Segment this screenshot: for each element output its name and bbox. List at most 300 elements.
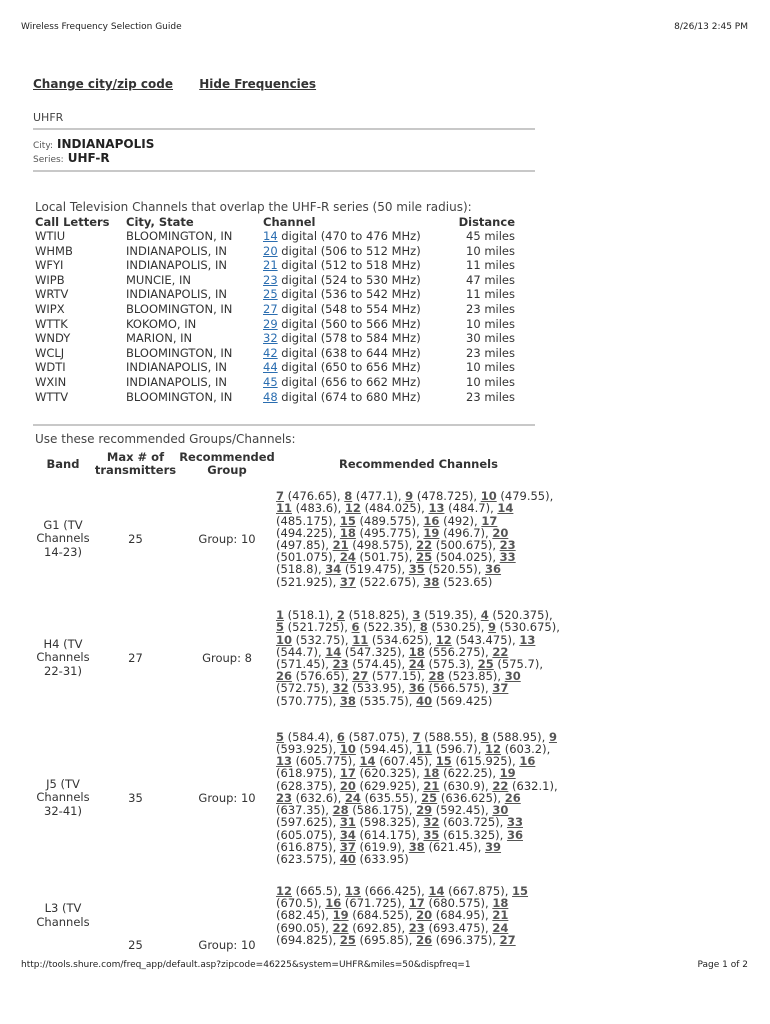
channel-number-link[interactable]: 24 [408, 657, 425, 671]
station-row [35, 331, 515, 346]
channel-range: digital (656 to 662 MHz) [277, 374, 421, 389]
station-row [35, 258, 515, 273]
channel-number-link[interactable]: 18 [423, 766, 440, 781]
channel-number-link[interactable]: 20 [339, 778, 356, 793]
station-row [35, 244, 515, 259]
city-value: INDIANAPOLIS [57, 137, 155, 151]
channel-link[interactable]: 48 [263, 389, 278, 404]
col-max-line1: Max # of [106, 450, 165, 464]
channel-number-link[interactable]: 27 [352, 669, 369, 684]
channel-number-link[interactable]: 37 [339, 839, 356, 854]
channel-frequency: 588.55 [428, 729, 469, 744]
channel-number-link[interactable]: 33 [499, 550, 516, 565]
group-channel-list: 1 (518.1), 2 (518.825), 3 (519.35), 4 (520.375), 5 (521.725), 6 (522.35), 8 (530.25), 9 (530.675), 10 (532.75), 11 (534.625), 12 (543.475), 13 (544.7), 14 (547.325), 18 (556.275), 22 (571.45), 23 (574.45), 24 (575.3), 25 (575.7), 26 (576.65), 27 (577.15), 28 (523.85), 30 (572.75), 32 (533.95), 36 (566.575), 37 (570.775), 38 (535.75), 40 (569.425) [276, 608, 560, 708]
channel-frequency: 671.725 [349, 896, 397, 911]
channel-number-link[interactable]: 20 [492, 525, 509, 540]
station-city: BLOOMINGTON, IN [126, 301, 233, 316]
channel-number-link[interactable]: 13 [428, 501, 445, 516]
channel-range: digital (578 to 584 MHz) [277, 331, 421, 346]
station-channel [263, 346, 423, 361]
channel-number-link[interactable]: 32 [423, 815, 440, 830]
channel-frequency: 628.375 [280, 778, 329, 793]
channel-number-link[interactable]: 36 [485, 562, 502, 577]
station-distance: 30 miles [466, 331, 515, 346]
group-row [33, 599, 561, 717]
channel-frequency: 670.5 [280, 896, 314, 911]
channel-frequency: 666.425 [369, 884, 417, 898]
channel-number-link[interactable]: 38 [423, 574, 440, 589]
station-channel [263, 390, 423, 405]
channel-frequency: 605.775 [300, 754, 348, 769]
channel-frequency: 532.75 [300, 632, 341, 647]
col-band: Band [46, 456, 80, 471]
channel-frequency: 518.8 [280, 562, 314, 577]
station-call: WRTV [35, 287, 69, 302]
channel-frequency: 598.325 [364, 815, 412, 830]
series-row [33, 151, 110, 165]
groups-table [33, 449, 561, 952]
channel-number-link[interactable]: 22 [416, 538, 433, 552]
channel-number-link[interactable]: 7 [412, 729, 421, 744]
channel-number-link[interactable]: 18 [408, 644, 425, 659]
channel-number-link[interactable]: 38 [339, 693, 356, 708]
channel-number-link[interactable]: 21 [492, 908, 509, 923]
city-label: City: [33, 141, 54, 151]
channel-range: digital (506 to 512 MHz) [277, 243, 421, 258]
channel-number-link[interactable]: 10 [480, 489, 497, 504]
channel-number-link[interactable]: 9 [405, 489, 414, 504]
channel-number-link[interactable]: 18 [492, 896, 509, 911]
channel-frequency: 501.075 [280, 550, 329, 565]
station-distance: 11 miles [466, 258, 515, 273]
group-max-transmitters: 27 [128, 651, 143, 665]
station-row [35, 287, 515, 302]
channel-number-link[interactable]: 10 [276, 632, 293, 647]
band-line: 14-23) [44, 544, 82, 559]
station-distance: 10 miles [466, 360, 515, 375]
station-call: WFYI [35, 258, 64, 273]
channel-frequency: 533.95 [356, 681, 397, 696]
stations-title: Local Television Channels that overlap the UHF-R series (50 mile radius): [35, 200, 472, 214]
channel-link[interactable]: 21 [263, 258, 278, 273]
station-call: WNDY [35, 331, 71, 346]
col-group-line2: Group [207, 463, 247, 477]
channel-link[interactable]: 27 [263, 301, 278, 316]
channel-frequency: 497.85 [280, 538, 321, 552]
group-band [33, 599, 93, 717]
channel-frequency: 544.7 [280, 644, 314, 659]
channel-number-link[interactable]: 21 [332, 538, 349, 552]
station-distance: 23 miles [466, 345, 515, 360]
channel-frequency: 635.55 [369, 790, 410, 805]
channel-link[interactable]: 32 [263, 331, 278, 346]
channel-number-link[interactable]: 17 [339, 766, 356, 781]
channel-frequency: 594.45 [364, 742, 405, 757]
channel-frequency: 684.525 [356, 908, 405, 923]
station-distance: 10 miles [466, 243, 515, 258]
channel-frequency: 629.925 [364, 778, 412, 793]
channel-number-link[interactable]: 25 [477, 657, 494, 671]
station-city: INDIANAPOLIS, IN [126, 258, 227, 273]
channel-number-link[interactable]: 30 [504, 669, 521, 684]
channel-frequency: 494.225 [280, 525, 329, 540]
channel-number-link[interactable]: 11 [276, 501, 293, 516]
channel-frequency: 572.75 [280, 681, 321, 696]
group-max-transmitters: 25 [128, 532, 143, 546]
channel-frequency: 692.85 [356, 920, 397, 935]
channel-frequency: 637.35 [280, 803, 321, 818]
channel-frequency: 665.5 [300, 884, 334, 898]
channel-number-link[interactable]: 17 [481, 513, 498, 528]
channel-number-link[interactable]: 29 [416, 803, 433, 818]
channel-number-link[interactable]: 20 [416, 908, 433, 923]
channel-number-link[interactable]: 16 [423, 513, 440, 528]
channel-number-link[interactable]: 38 [408, 839, 425, 854]
channel-number-link[interactable]: 25 [416, 550, 433, 565]
channel-number-link[interactable]: 23 [276, 790, 293, 805]
station-city: INDIANAPOLIS, IN [126, 374, 227, 389]
channel-number-link[interactable]: 7 [276, 489, 285, 504]
channel-frequency: 603.725 [447, 815, 496, 830]
groups-header-row [33, 449, 561, 479]
channel-number-link[interactable]: 15 [435, 754, 452, 769]
print-footer-page: Page 1 of 2 [697, 960, 748, 970]
channel-number-link[interactable]: 26 [416, 932, 433, 947]
channel-frequency: 588.95 [496, 729, 538, 744]
channel-frequency: 682.45 [280, 908, 321, 923]
station-call: WHMB [35, 243, 73, 258]
channel-frequency: 518.825 [353, 608, 401, 623]
recommended-title: Use these recommended Groups/Channels: [35, 432, 296, 446]
channel-number-link[interactable]: 40 [339, 851, 356, 866]
channel-frequency: 477.1 [360, 489, 394, 504]
channel-frequency: 571.45 [280, 657, 321, 671]
channel-frequency: 614.175 [364, 827, 412, 842]
channel-frequency: 636.625 [445, 790, 493, 805]
col-group-line1: Recommended [179, 450, 275, 464]
channel-frequency: 575.7 [501, 657, 535, 671]
channel-frequency: 620.325 [364, 766, 412, 781]
band-line: Channels [36, 790, 90, 805]
station-row [35, 302, 515, 317]
channel-link[interactable]: 20 [263, 243, 278, 258]
channel-number-link[interactable]: 4 [480, 608, 489, 623]
channel-frequency: 586.175 [356, 803, 405, 818]
channel-frequency: 530.25 [435, 620, 477, 635]
city-row [33, 137, 154, 151]
channel-number-link[interactable]: 22 [332, 920, 349, 935]
group-channel-list: 7 (476.65), 8 (477.1), 9 (478.725), 10 (479.55), 11 (483.6), 12 (484.025), 13 (484.7), 14 (485.175), 15 (489.575), 16 (492), 17 (494.225), 18 (495.775), 19 (496.7), 20 (497.85), 21 (498.575), 22 (500.675), 23 (501.075), 24 (501.75), 25 (504.025), 33 (518.8), 34 (519.475), 35 (520.55), 36 (521.925), 37 (522.675), 38 (523.65) [276, 489, 554, 589]
channel-number-link[interactable]: 1 [276, 608, 285, 623]
channel-frequency: 616.875 [280, 839, 329, 854]
channel-frequency: 593.925 [280, 742, 329, 757]
channel-number-link[interactable]: 15 [512, 884, 529, 898]
channel-number-link[interactable]: 8 [419, 620, 428, 635]
channel-number-link[interactable]: 33 [506, 815, 523, 830]
channel-number-link[interactable]: 17 [408, 896, 425, 911]
station-call: WIPB [35, 272, 65, 287]
station-call: WTIU [35, 229, 66, 243]
channel-frequency: 603.2 [509, 742, 543, 757]
station-channel [263, 244, 423, 259]
channel-number-link[interactable]: 26 [276, 669, 293, 684]
channel-number-link[interactable]: 25 [421, 790, 438, 805]
col-channel: Channel [263, 214, 316, 229]
print-header-datetime: 8/26/13 2:45 PM [674, 22, 748, 32]
station-call: WIPX [35, 301, 65, 316]
channel-number-link[interactable]: 8 [480, 729, 489, 744]
group-row [33, 717, 561, 879]
channel-frequency: 584.4 [292, 729, 326, 744]
channel-link[interactable]: 42 [263, 345, 278, 360]
channel-frequency: 496.7 [447, 525, 481, 540]
channel-frequency: 576.65 [300, 669, 341, 684]
channel-frequency: 504.025 [440, 550, 488, 565]
station-distance: 23 miles [466, 301, 515, 316]
band-line: G1 (TV [43, 517, 83, 532]
channel-number-link[interactable]: 31 [339, 815, 356, 830]
channel-number-link[interactable]: 14 [325, 644, 342, 659]
channel-number-link[interactable]: 13 [276, 754, 293, 769]
channel-number-link[interactable]: 16 [519, 754, 536, 769]
band-line: 32-41) [44, 803, 82, 818]
change-city-link[interactable]: Change city/zip code [33, 77, 174, 91]
channel-number-link[interactable]: 22 [492, 778, 509, 793]
channel-number-link[interactable]: 12 [435, 632, 452, 647]
channel-frequency: 630.9 [447, 778, 481, 793]
channel-number-link[interactable]: 28 [332, 803, 349, 818]
channel-frequency: 574.45 [356, 657, 397, 671]
station-row [35, 360, 515, 375]
channel-number-link[interactable]: 24 [339, 550, 356, 565]
channel-frequency: 521.725 [292, 620, 340, 635]
channel-frequency: 522.35 [367, 620, 408, 635]
channel-number-link[interactable]: 5 [276, 620, 285, 635]
divider [33, 170, 535, 172]
channel-frequency: 619.9 [364, 839, 397, 854]
channel-frequency: 605.075 [280, 827, 329, 842]
station-distance: 10 miles [466, 374, 515, 389]
group-number: Group: 10 [198, 532, 256, 546]
channel-number-link[interactable]: 36 [408, 681, 425, 696]
band-line: 22-31) [44, 663, 82, 678]
channel-range: digital (524 to 530 MHz) [277, 272, 421, 287]
channel-number-link[interactable]: 19 [332, 908, 349, 923]
channel-frequency: 484.7 [452, 501, 486, 516]
channel-number-link[interactable]: 13 [344, 884, 361, 898]
channel-range: digital (512 to 518 MHz) [277, 258, 421, 273]
channel-frequency: 518.1 [292, 608, 326, 623]
channel-number-link[interactable]: 24 [344, 790, 361, 805]
channel-number-link[interactable]: 13 [519, 632, 536, 647]
channel-frequency: 615.925 [459, 754, 508, 769]
col-distance: Distance [458, 214, 515, 229]
channel-number-link[interactable]: 26 [504, 790, 521, 805]
channel-link[interactable]: 14 [263, 229, 278, 243]
channel-number-link[interactable]: 11 [416, 742, 433, 757]
station-distance: 47 miles [466, 272, 515, 287]
station-call: WTTK [35, 316, 68, 331]
station-channel [263, 287, 423, 302]
channel-number-link[interactable]: 12 [276, 884, 293, 898]
channel-frequency: 520.375 [496, 608, 545, 623]
station-city: KOKOMO, IN [126, 316, 197, 331]
channel-number-link[interactable]: 6 [336, 729, 345, 744]
channel-range: digital (536 to 542 MHz) [277, 287, 421, 302]
group-row [33, 879, 561, 952]
channel-frequency: 592.45 [440, 803, 481, 818]
nav-links [33, 77, 338, 91]
group-number: Group: 10 [198, 791, 256, 805]
col-max-line2: transmitters [94, 463, 177, 477]
channel-number-link[interactable]: 21 [423, 778, 440, 793]
section-label: UHFR [33, 111, 64, 124]
station-city: MUNCIE, IN [126, 272, 191, 287]
channel-number-link[interactable]: 27 [499, 932, 516, 947]
channel-frequency: 478.725 [421, 489, 469, 504]
channel-frequency: 607.45 [383, 754, 424, 769]
channel-number-link[interactable]: 25 [339, 932, 356, 947]
channel-number-link[interactable]: 12 [485, 742, 502, 757]
channel-number-link[interactable]: 18 [339, 525, 356, 540]
channel-number-link[interactable]: 30 [492, 803, 509, 818]
channel-frequency: 535.75 [364, 693, 405, 708]
divider [33, 128, 535, 130]
band-line: Channels [36, 650, 90, 665]
channel-number-link[interactable]: 15 [339, 513, 356, 528]
channel-number-link[interactable]: 2 [336, 608, 345, 623]
channel-frequency: 680.575 [432, 896, 481, 911]
band-line: Channels [36, 914, 90, 929]
channel-number-link[interactable]: 36 [506, 827, 523, 842]
station-row [35, 390, 515, 405]
channel-frequency: 575.3 [432, 657, 466, 671]
channel-number-link[interactable]: 12 [344, 501, 361, 516]
channel-frequency: 596.7 [440, 742, 474, 757]
group-channel-list: 12 (665.5), 13 (666.425), 14 (667.875), 15 (670.5), 16 (671.725), 17 (680.575), 18 (682.45), 19 (684.525), 20 (684.95), 21 (690.05), 22 (692.85), 23 (693.475), 24 (694.825), 25 (695.85), 26 (696.375), 27 [276, 884, 529, 947]
channel-frequency: 522.675 [364, 574, 412, 589]
channel-frequency: 618.975 [280, 766, 329, 781]
channel-frequency: 523.65 [447, 574, 488, 589]
channel-number-link[interactable]: 22 [492, 644, 509, 659]
channel-number-link[interactable]: 9 [548, 729, 557, 744]
channel-number-link[interactable]: 16 [325, 896, 342, 911]
channel-link[interactable]: 23 [263, 272, 278, 287]
channel-frequency: 622.25 [447, 766, 488, 781]
station-row [35, 229, 515, 244]
station-call: WXIN [35, 374, 67, 389]
channel-number-link[interactable]: 24 [492, 920, 509, 935]
channel-range: digital (674 to 680 MHz) [277, 389, 421, 404]
station-distance: 45 miles [466, 229, 515, 243]
channel-number-link[interactable]: 11 [352, 632, 369, 647]
station-call: WDTI [35, 360, 66, 375]
channel-range: digital (548 to 554 MHz) [277, 301, 421, 316]
band-line: J5 (TV [46, 776, 80, 791]
channel-frequency: 485.175 [280, 513, 329, 528]
group-max-transmitters: 25 [128, 938, 143, 953]
channel-number-link[interactable]: 23 [408, 920, 425, 935]
channel-frequency: 547.325 [349, 644, 397, 659]
group-row [33, 479, 561, 599]
channel-link[interactable]: 44 [263, 360, 278, 375]
station-city: MARION, IN [126, 331, 193, 346]
station-channel [263, 258, 423, 273]
channel-number-link[interactable]: 10 [339, 742, 356, 757]
channel-number-link[interactable]: 8 [344, 489, 353, 504]
channel-number-link[interactable]: 28 [428, 669, 445, 684]
channel-frequency: 696.375 [440, 932, 488, 947]
channel-number-link[interactable]: 9 [488, 620, 497, 635]
channel-number-link[interactable]: 34 [325, 562, 342, 577]
channel-frequency: 690.05 [280, 920, 321, 935]
channel-number-link[interactable]: 19 [423, 525, 440, 540]
channel-frequency: 597.625 [280, 815, 329, 830]
channel-number-link[interactable]: 35 [423, 827, 440, 842]
channel-number-link[interactable]: 14 [497, 501, 514, 516]
print-footer-url: http://tools.shure.com/freq_app/default.asp?zipcode=46225&system=UHFR&miles=50&dispfreq=1 [21, 960, 471, 970]
channel-frequency: 519.35 [428, 608, 469, 623]
station-call: WTTV [35, 389, 69, 404]
channel-number-link[interactable]: 37 [339, 574, 356, 589]
station-distance: 23 miles [466, 389, 515, 404]
channel-link[interactable]: 45 [263, 374, 278, 389]
channel-number-link[interactable]: 5 [276, 729, 285, 744]
channel-frequency: 577.15 [376, 669, 417, 684]
divider [33, 424, 535, 426]
channel-frequency: 570.775 [280, 693, 329, 708]
channel-frequency: 667.875 [452, 884, 501, 898]
channel-frequency: 587.075 [353, 729, 401, 744]
channel-frequency: 633.95 [364, 851, 405, 866]
hide-frequencies-link[interactable]: Hide Frequencies [199, 77, 317, 91]
group-number: Group: 8 [202, 651, 252, 665]
channel-number-link[interactable]: 32 [332, 681, 349, 696]
channel-number-link[interactable]: 35 [408, 562, 425, 577]
channel-number-link[interactable]: 23 [499, 538, 516, 552]
channel-number-link[interactable]: 39 [485, 839, 502, 854]
channel-frequency: 501.75 [364, 550, 405, 565]
col-call-letters: Call Letters [35, 214, 110, 229]
station-city: BLOOMINGTON, IN [126, 229, 233, 243]
channel-link[interactable]: 25 [263, 287, 278, 302]
station-row [35, 346, 515, 361]
series-label: Series: [33, 155, 64, 165]
station-city: BLOOMINGTON, IN [126, 389, 233, 404]
print-header-title: Wireless Frequency Selection Guide [21, 22, 182, 32]
channel-frequency: 534.625 [376, 632, 424, 647]
channel-frequency: 483.6 [300, 501, 334, 516]
channel-number-link[interactable]: 37 [492, 681, 509, 696]
channel-frequency: 566.575 [432, 681, 481, 696]
channel-frequency: 623.575 [280, 851, 329, 866]
station-city: INDIANAPOLIS, IN [126, 287, 227, 302]
channel-number-link[interactable]: 6 [351, 620, 360, 635]
channel-number-link[interactable]: 3 [412, 608, 421, 623]
band-line: Channels [36, 531, 90, 546]
channel-frequency: 498.575 [356, 538, 405, 552]
station-city: INDIANAPOLIS, IN [126, 360, 227, 375]
channel-number-link[interactable]: 14 [359, 754, 376, 769]
channel-number-link[interactable]: 40 [416, 693, 433, 708]
channel-number-link[interactable]: 23 [332, 657, 349, 671]
channel-number-link[interactable]: 34 [339, 827, 356, 842]
channel-link[interactable]: 29 [263, 316, 278, 331]
channel-number-link[interactable]: 14 [428, 884, 445, 898]
channel-frequency: 695.85 [364, 932, 405, 947]
station-channel [263, 302, 423, 317]
channel-number-link[interactable]: 19 [499, 766, 516, 781]
